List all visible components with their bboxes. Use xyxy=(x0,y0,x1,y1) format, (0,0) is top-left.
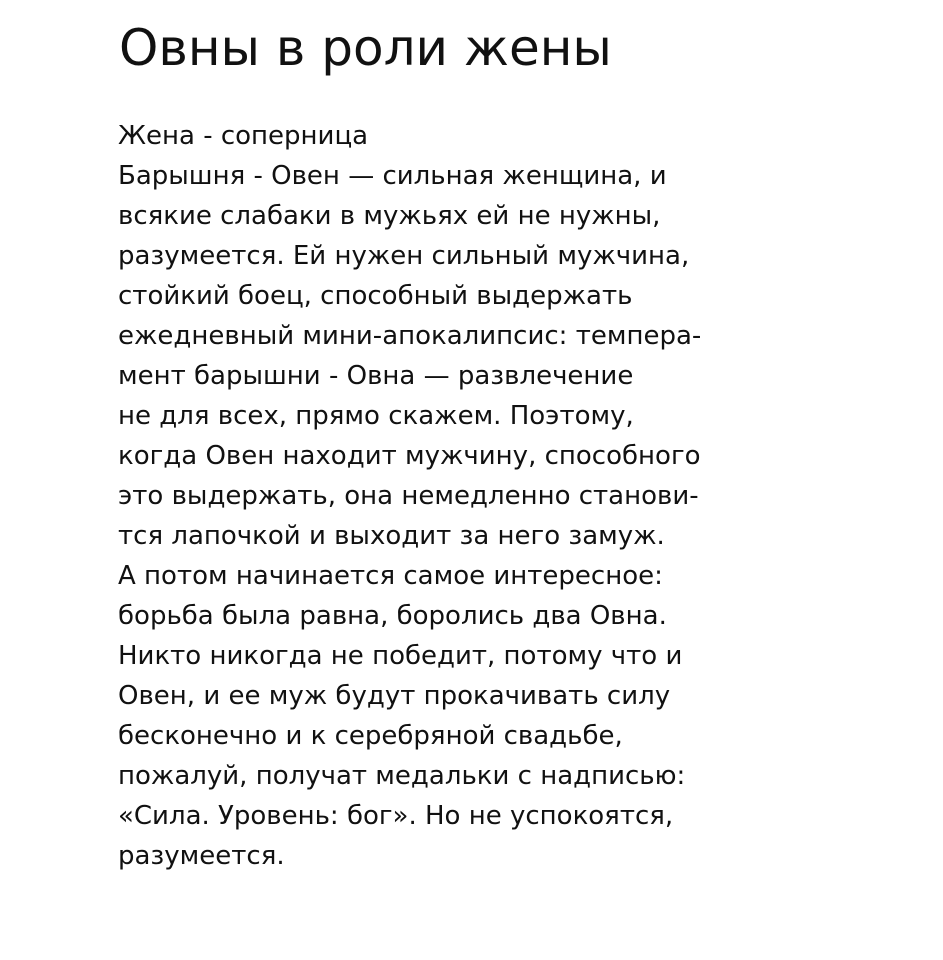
text-line: не для всех, прямо скажем. Поэтому, xyxy=(118,401,634,431)
text-line: Никто никогда не победит, потому что и xyxy=(118,641,683,671)
text-line: Овен, и ее муж будут прокачивать силу xyxy=(118,681,671,711)
text-line: стойкий боец, способный выдержать xyxy=(118,281,633,311)
text-line: Барышня - Овен — сильная женщина, и xyxy=(118,161,667,191)
text-line: ежедневный мини-апокалипсис: темпера- xyxy=(118,321,702,351)
text-line: «Сила. Уровень: бог». Но не успокоятся, xyxy=(118,801,674,831)
article-body xyxy=(118,116,918,876)
text-line: это выдержать, она немедленно станови- xyxy=(118,481,699,511)
text-line: когда Овен находит мужчину, способного xyxy=(118,441,701,471)
text-line: тся лапочкой и выходит за него замуж. xyxy=(118,521,665,551)
text-line: бесконечно и к серебряной свадьбе, xyxy=(118,721,623,751)
text-line: разумеется. Ей нужен сильный мужчина, xyxy=(118,241,690,271)
text-line: мент барышни - Овна — развлечение xyxy=(118,361,634,391)
section-subtitle: Жена - соперница xyxy=(118,121,369,151)
text-line: всякие слабаки в мужьях ей не нужны, xyxy=(118,201,661,231)
text-line: разумеется. xyxy=(118,841,285,871)
text-line: А потом начинается самое интересное: xyxy=(118,561,663,591)
text-line: борьба была равна, боролись два Овна. xyxy=(118,601,667,631)
text-line: пожалуй, получат медальки с надписью: xyxy=(118,761,686,791)
page-title: Овны в роли жены xyxy=(119,19,612,77)
